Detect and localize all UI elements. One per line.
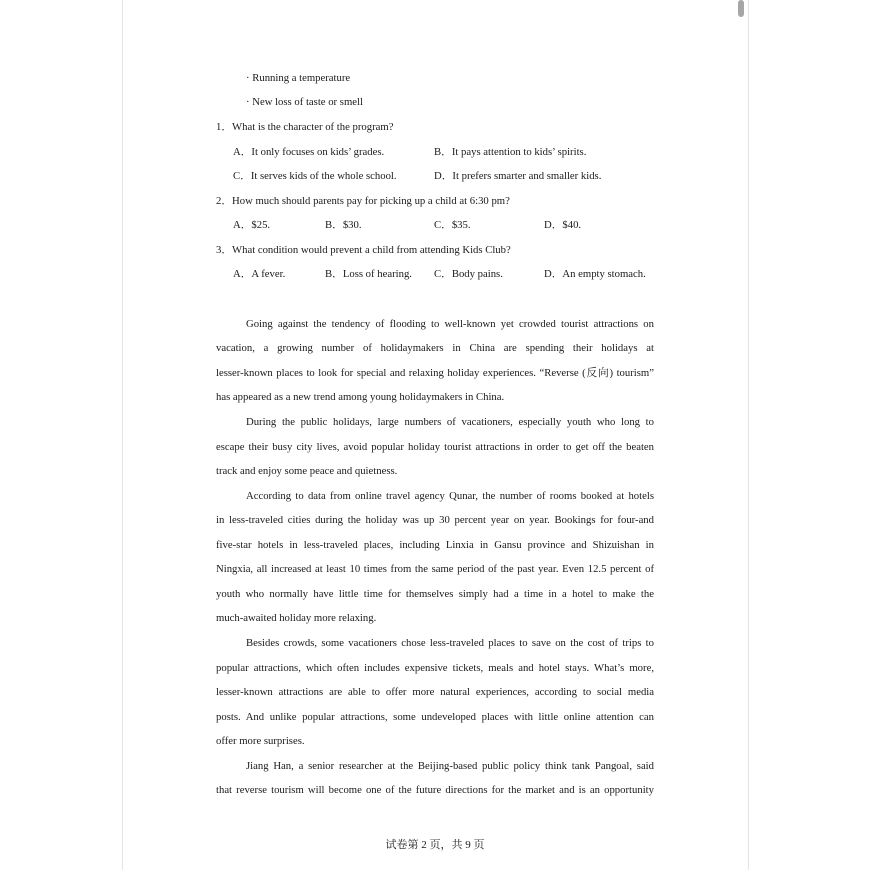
passage-line: lesser-known attractions are able to offer more natural experiences, according to social media	[216, 686, 654, 698]
passage-line: in less-traveled cities during the holiday was up 30 percent year on year. Bookings for four-and	[216, 514, 654, 526]
scrollbar-thumb[interactable]	[738, 0, 744, 17]
answer-option: C．Body pains.	[434, 268, 503, 280]
scrollbar[interactable]	[737, 0, 745, 870]
passage-line: According to data from online travel agency Qunar, the number of rooms booked at hotels	[246, 490, 654, 502]
passage-line: Going against the tendency of flooding to well-known yet crowded tourist attractions on	[246, 318, 654, 330]
page-right-edge	[748, 0, 749, 870]
answer-option: B．Loss of hearing.	[325, 268, 412, 280]
symptom-item: · Running a temperature	[246, 72, 351, 84]
answer-option: C．It serves kids of the whole school.	[233, 170, 397, 182]
answer-option: B．It pays attention to kids’ spirits.	[434, 146, 587, 158]
passage-line: popular attractions, which often includes expensive tickets, meals and hotel stays. What’s more,	[216, 662, 654, 674]
question-stem: 2．How much should parents pay for picking up a child at 6:30 pm?	[216, 195, 510, 207]
page-footer: 试卷第 2 页，共 9 页	[385, 839, 485, 851]
question-stem: 1．What is the character of the program?	[216, 121, 394, 133]
answer-option: A．$25.	[233, 219, 271, 231]
page-left-edge	[122, 0, 123, 870]
answer-option: D．An empty stomach.	[544, 268, 646, 280]
passage-line: Jiang Han, a senior researcher at the Beijing-based public policy think tank Pangoal, said	[246, 760, 654, 772]
passage-line: much-awaited holiday more relaxing.	[216, 612, 377, 624]
passage-line: Besides crowds, some vacationers chose less-traveled places to save on the cost of trips to	[246, 637, 654, 649]
passage-line: five-star hotels in less-traveled places, including Linxia in Gansu province and Shizuishan in	[216, 539, 654, 551]
answer-option: D．$40.	[544, 219, 582, 231]
passage-line: lesser-known places to look for special and relaxing holiday experiences. “Reverse (反向) tourism”	[216, 367, 654, 379]
passage-line: escape their busy city lives, avoid popular holiday tourist attractions in order to get off the beaten	[216, 441, 654, 453]
passage-line: that reverse tourism will become one of the future directions for the market and is an opportunity	[216, 784, 654, 796]
passage-line: Ningxia, all increased at least 10 times from the same period of the past year. Even 12.5 percent of	[216, 563, 654, 575]
answer-option: C．$35.	[434, 219, 471, 231]
answer-option: D．It prefers smarter and smaller kids.	[434, 170, 602, 182]
answer-option: B．$30.	[325, 219, 362, 231]
passage-line: youth who normally have little time for themselves simply had a time in a hotel to make the	[216, 588, 654, 600]
answer-option: A．A fever.	[233, 268, 286, 280]
passage-line: vacation, a growing number of holidaymakers in China are spending their holidays at	[216, 342, 654, 354]
passage-line: During the public holidays, large numbers of vacationers, especially youth who long to	[246, 416, 654, 428]
symptom-item: · New loss of taste or smell	[246, 96, 363, 108]
answer-option: A．It only focuses on kids’ grades.	[233, 146, 385, 158]
question-stem: 3．What condition would prevent a child from attending Kids Club?	[216, 244, 511, 256]
passage-line: has appeared as a new trend among young holidaymakers in China.	[216, 391, 505, 403]
passage-line: offer more surprises.	[216, 735, 305, 747]
passage-line: track and enjoy some peace and quietness.	[216, 465, 398, 477]
passage-line: posts. And unlike popular attractions, some undeveloped places with little online attention can	[216, 711, 654, 723]
